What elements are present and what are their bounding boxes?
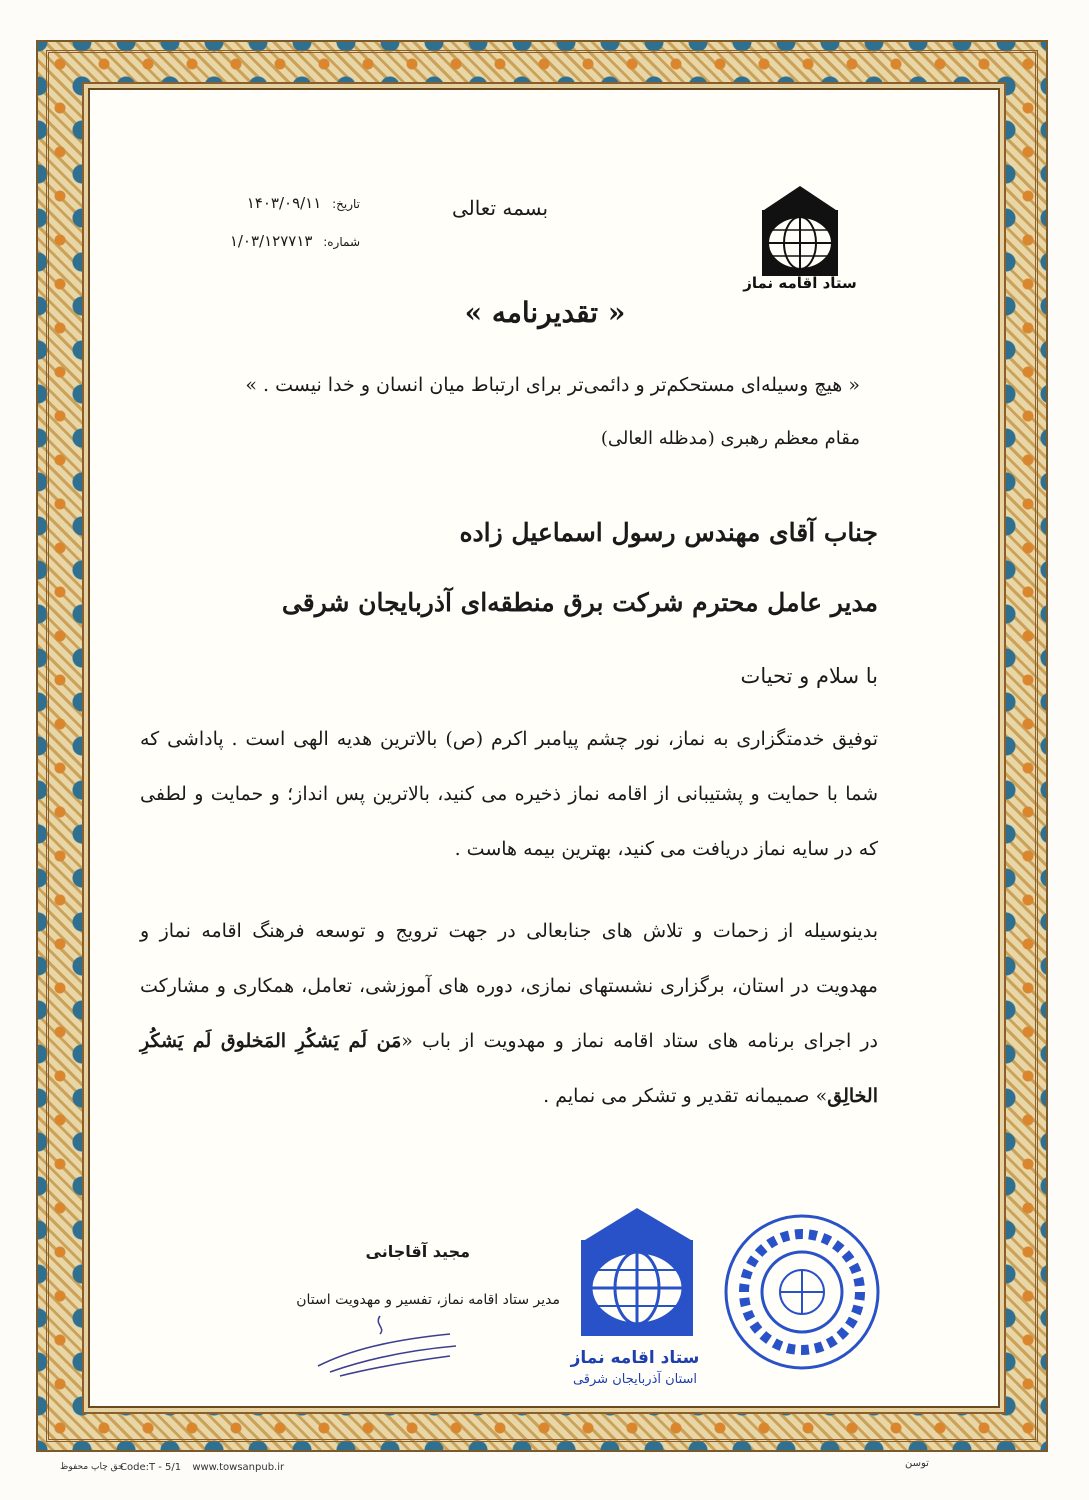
date-label: تاریخ: [332,197,360,211]
paragraph-thanks [140,904,878,1124]
basmala: بسمه تعالی [451,196,549,220]
stamp-text-line1: ستاد اقامه نماز [570,1348,700,1368]
footer-rights: حق چاپ محفوظ [60,1462,124,1472]
handwritten-signature [310,1310,460,1380]
paragraph-thanks-part1: بدینوسیله از زحمات و تلاش های جنابعالی در جهت ترویج و توسعه فرهنگ اقامه نماز و مهدویت در استان، برگزاری نشستهای نمازی، دوره های آموزشی، تعامل، همکاری و مشارکت در اجرای برنامه های ستاد اقامه نماز و مهدویت از باب « [140,920,878,1052]
signer-name: مجید آقاجانی [365,1242,470,1261]
date-value: ۱۴۰۳/۰۹/۱۱ [246,194,322,212]
footer-code-url [120,1462,284,1473]
paragraph-appreciation: توفیق خدمتگزاری به نماز، نور چشم پیامبر اکرم (ص) بالاترین هدیه الهی است . پاداشی که شما با حمایت و پشتیبانی از اقامه نماز ذخیره می کنید، بالاترین پس انداز؛ و حمایت و لطفی که در سایه نماز دریافت می کنید، بهترین بیمه هاست . [140,728,878,860]
certificate-title: « تقدیرنامه » [464,296,626,329]
hadith-phrase: مَن لَم یَشکُرِ المَخلوق لَم یَشکُرِ الخالِق [140,1030,878,1107]
number-label: شماره: [323,235,360,249]
quote-source: مقام معظم رهبری (مدظله العالی) [600,428,860,449]
recipient-name: جناب آقای مهندس رسول اسماعیل زاده [459,518,878,547]
paragraph-thanks-part2: » صمیمانه تقدیر و تشکر می نمایم . [543,1085,828,1107]
number-line [200,232,360,250]
signer-role: مدیر ستاد اقامه نماز، تفسیر و مهدویت استان [296,1292,560,1308]
greeting: با سلام و تحیات [740,664,878,688]
date-line [200,194,360,212]
stamp-text-line2: استان آذربایجان شرقی [572,1372,698,1387]
recipient-title: مدیر عامل محترم شرکت برق منطقه‌ای آذربایجان شرقی [281,588,878,617]
mahdi-foundation-seal [716,1196,886,1386]
footer-url: www.towsanpub.ir [192,1462,285,1473]
number-value: ۱/۰۳/۱۲۷۷۱۳ [229,232,313,250]
logo-caption: ستاد اقامه نماز [743,274,857,292]
footer-publisher: توسن [905,1458,929,1469]
quote: « هیچ وسیله‌ای مستحکم‌تر و دائمی‌تر برای ارتباط میان انسان و خدا نیست . » [245,374,860,396]
footer-code: Code:T - 5/1 [120,1462,182,1473]
